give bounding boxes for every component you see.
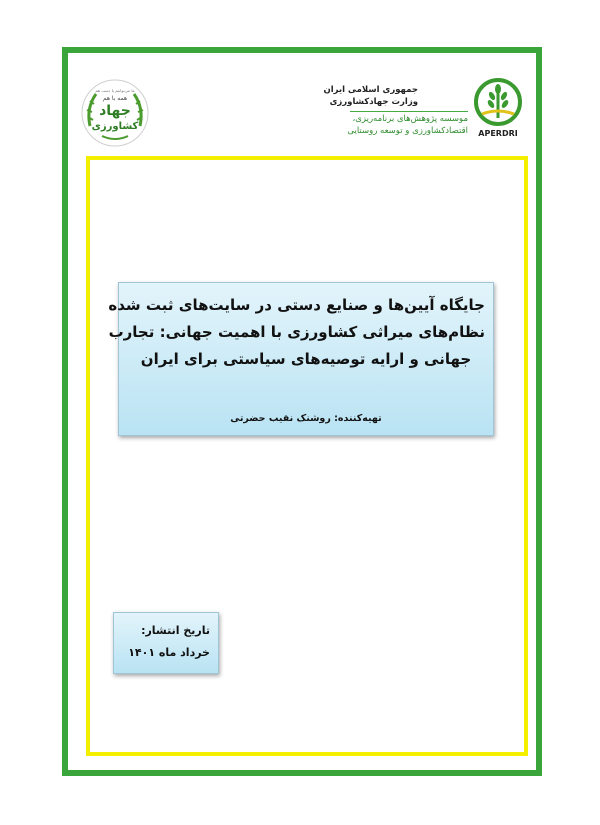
ministry-line-2: وزارت جهادکشاورزی bbox=[329, 97, 418, 107]
institute-divider bbox=[350, 111, 468, 112]
logo-arc-text: ما می‌توانیم یا دست هم bbox=[95, 88, 135, 93]
title-line-2: نظام‌های میراثی کشاورزی با اهمیت جهانی: تجارب bbox=[108, 323, 485, 341]
institute-line-1: موسسه پژوهش‌های برنامه‌ریزی، bbox=[352, 114, 468, 124]
title-box bbox=[108, 282, 494, 436]
title-line-1: جایگاه آیین‌ها و صنایع دستی در سایت‌های ثبت شده bbox=[108, 296, 485, 314]
logo-name-bottom: کشاورزی bbox=[91, 121, 139, 132]
logo-tagline: همه با هم bbox=[102, 95, 128, 102]
publication-date-box bbox=[113, 612, 219, 674]
publication-date-label: تاریخ انتشار: bbox=[141, 624, 210, 637]
institute-line-2: اقتصادکشاورزی و توسعه روستایی bbox=[347, 126, 468, 136]
aperdri-wheat-logo-icon bbox=[474, 78, 522, 126]
ministry-line-1: جمهوری اسلامی ایران bbox=[323, 85, 418, 95]
author-line: تهیه‌کننده: روشنک نقیب حضرتی bbox=[230, 413, 382, 424]
title-line-3: جهانی و ارایه توصیه‌های سیاستی برای ایران bbox=[140, 350, 472, 368]
logo-name-top: جهاد bbox=[99, 103, 131, 119]
aperdri-acronym: APERDRI bbox=[478, 129, 518, 138]
publication-date-value: خرداد ماه ۱۴۰۱ bbox=[128, 646, 210, 659]
jahad-keshavarzi-logo-icon bbox=[80, 78, 150, 148]
